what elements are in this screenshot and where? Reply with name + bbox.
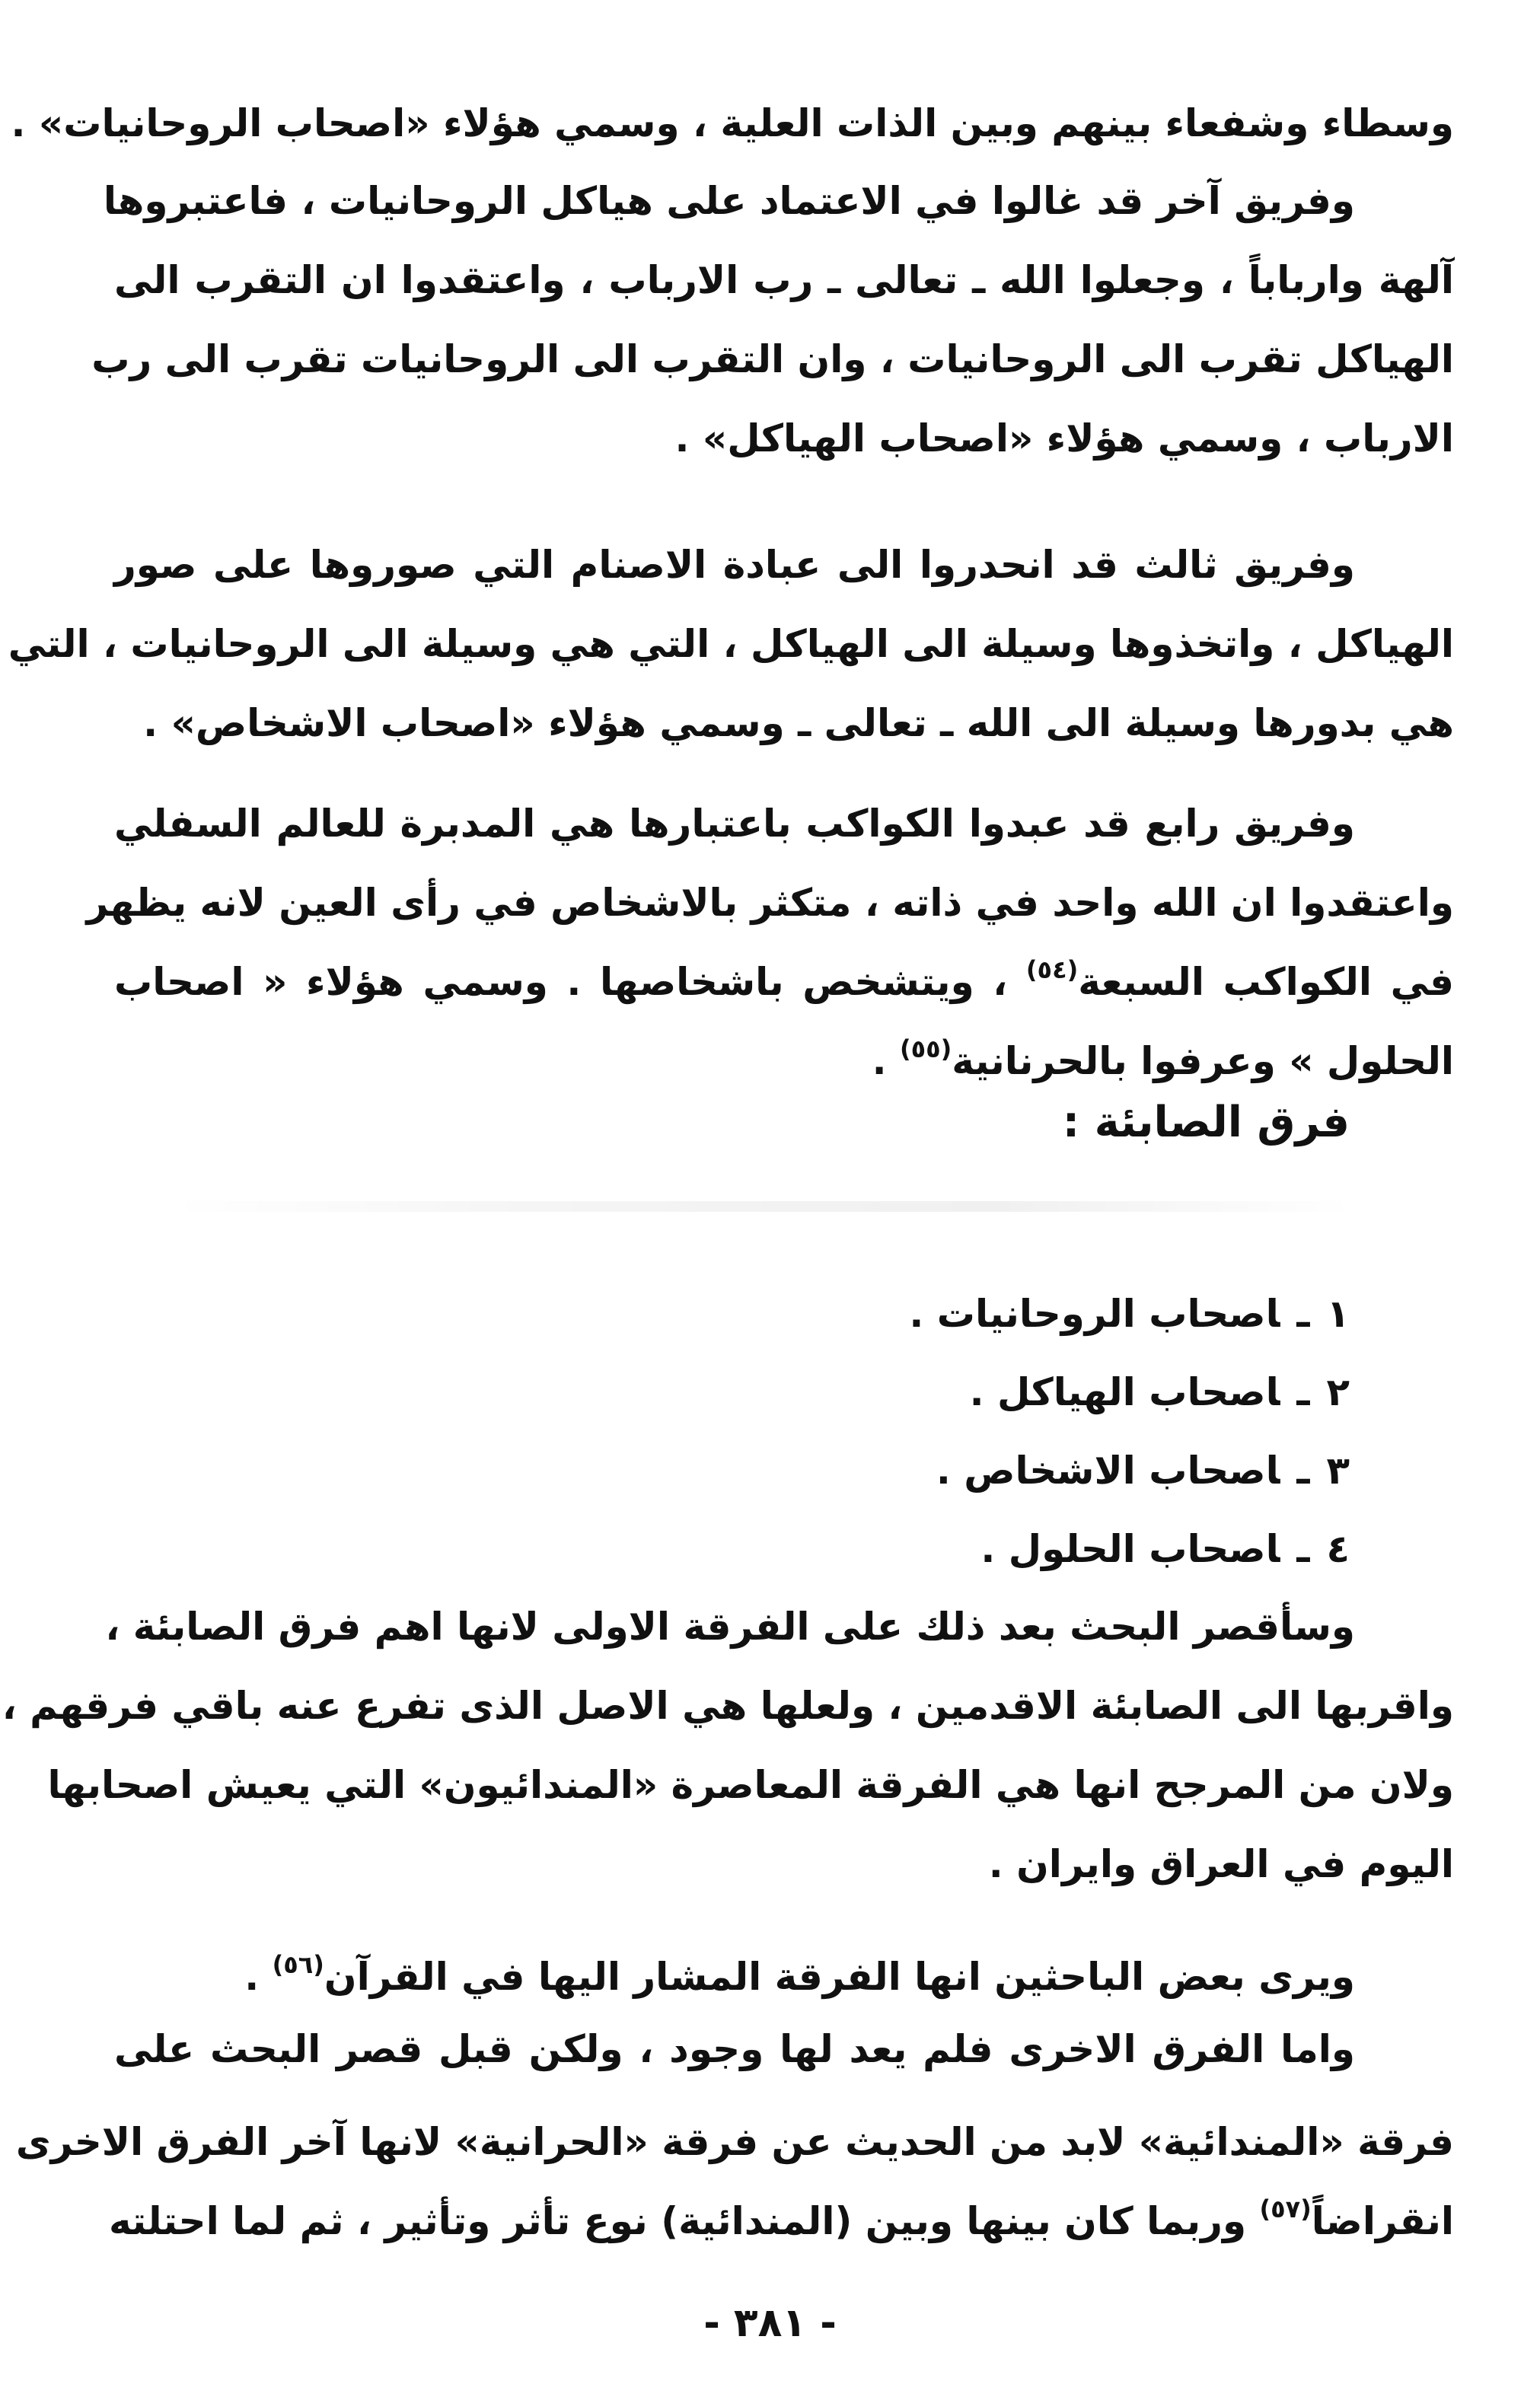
paragraph-1 — [11, 84, 1454, 163]
text-line: فرقة «المندائية» لابد من الحديث عن فرقة «الحرانية» لانها آخر الفرق الاخرى — [15, 2120, 1454, 2164]
sects-list — [909, 1275, 1350, 1589]
text-segment: ويرى بعض الباحثين انها الفرقة المشار اليها في القرآن — [324, 1955, 1355, 1999]
list-dash: ـ — [1296, 1370, 1310, 1414]
list-label: اصحاب الهياكل . — [969, 1370, 1280, 1414]
list-item — [909, 1275, 1350, 1353]
list-number: ٣ — [1326, 1449, 1350, 1493]
text-segment: ، ويتشخص باشخاصها . وسمي هؤلاء « اصحاب — [114, 960, 1008, 1004]
text-segment: في الكواكب السبعة — [1078, 960, 1455, 1004]
list-number: ١ — [1326, 1292, 1350, 1336]
text-line: هي بدورها وسيلة الى الله ـ تعالى ـ وسمي هؤلاء «اصحاب الاشخاص» . — [143, 701, 1454, 745]
text-line: واقربها الى الصابئة الاقدمين ، ولعلها هي الاصل الذى تفرع عنه باقي فرقهم ، — [2, 1684, 1454, 1728]
list-number: ٤ — [1326, 1527, 1350, 1571]
text-line: واعتقدوا ان الله واحد في ذاته ، متكثر بالاشخاص في رأى العين لانه يظهر — [86, 881, 1454, 925]
paragraph-4 — [86, 784, 1455, 1101]
text-line: وفريق آخر قد غالوا في الاعتماد على هياكل الروحانيات ، فاعتبروها — [103, 179, 1355, 223]
paragraph-6 — [114, 1937, 1454, 2016]
paragraph-2 — [91, 161, 1454, 478]
paragraph-5 — [2, 1587, 1454, 1904]
text-line: واما الفرق الاخرى فلم يعد لها وجود ، ولكن قبل قصر البحث على — [114, 2027, 1355, 2071]
section-heading: فرق الصابئة : — [1062, 1098, 1350, 1147]
text-line: وسأقصر البحث بعد ذلك على الفرقة الاولى لانها اهم فرق الصابئة ، — [105, 1605, 1355, 1649]
paragraph-3 — [8, 525, 1454, 763]
text-segment: . — [872, 1039, 887, 1083]
list-item — [909, 1353, 1350, 1432]
list-number: ٢ — [1326, 1370, 1350, 1414]
footnote-marker[interactable]: (٥٥) — [899, 1034, 952, 1063]
text-line: وفريق ثالث قد انحدروا الى عبادة الاصنام التي صوروها على صور — [114, 543, 1355, 587]
text-segment: انقراضاً — [1311, 2199, 1454, 2243]
list-label: اصحاب الاشخاص . — [936, 1449, 1280, 1493]
text-line — [108, 2182, 1454, 2261]
paragraph-7 — [15, 2010, 1454, 2261]
list-dash: ـ — [1296, 1527, 1310, 1571]
text-line — [114, 1022, 1454, 1101]
text-line: الارباب ، وسمي هؤلاء «اصحاب الهياكل» . — [674, 416, 1454, 461]
page-number: - ٣٨١ - — [703, 2300, 837, 2346]
text-line: آلهة وارباباً ، وجعلوا الله ـ تعالى ـ رب الارباب ، واعتقدوا ان التقرب الى — [114, 258, 1454, 302]
text-line — [114, 1937, 1454, 2016]
list-dash: ـ — [1296, 1449, 1310, 1493]
footnote-marker[interactable]: (٥٤) — [1025, 955, 1079, 984]
text-line: الهياكل ، واتخذوها وسيلة الى الهياكل ، التي هي وسيلة الى الروحانيات ، التي — [8, 622, 1454, 666]
list-dash: ـ — [1296, 1292, 1310, 1336]
text-segment: . — [244, 1955, 260, 1999]
text-line — [114, 942, 1454, 1022]
list-label: اصحاب الحلول . — [980, 1527, 1280, 1571]
text-line: ولان من المرجح انها هي الفرقة المعاصرة «المندائيون» التي يعيش اصحابها — [47, 1763, 1454, 1807]
text-segment: وربما كان بينها وبين (المندائية) نوع تأثر وتأثير ، ثم لما احتلته — [108, 2199, 1247, 2243]
list-item — [909, 1510, 1350, 1589]
text-line: وسطاء وشفعاء بينهم وبين الذات العلية ، وسمي هؤلاء «اصحاب الروحانيات» . — [11, 101, 1454, 145]
footnote-marker[interactable]: (٥٧) — [1259, 2195, 1312, 2223]
list-item — [909, 1432, 1350, 1510]
text-line: الهياكل تقرب الى الروحانيات ، وان التقرب الى الروحانيات تقرب الى رب — [91, 337, 1454, 381]
text-line: اليوم في العراق وايران . — [988, 1842, 1454, 1886]
text-segment: الحلول » وعرفوا بالحرنانية — [952, 1039, 1454, 1083]
text-line: وفريق رابع قد عبدوا الكواكب باعتبارها هي المدبرة للعالم السفلي — [114, 802, 1355, 846]
list-label: اصحاب الروحانيات . — [909, 1292, 1280, 1336]
scan-artifact — [167, 1201, 1355, 1212]
footnote-marker[interactable]: (٥٦) — [272, 1950, 324, 1979]
